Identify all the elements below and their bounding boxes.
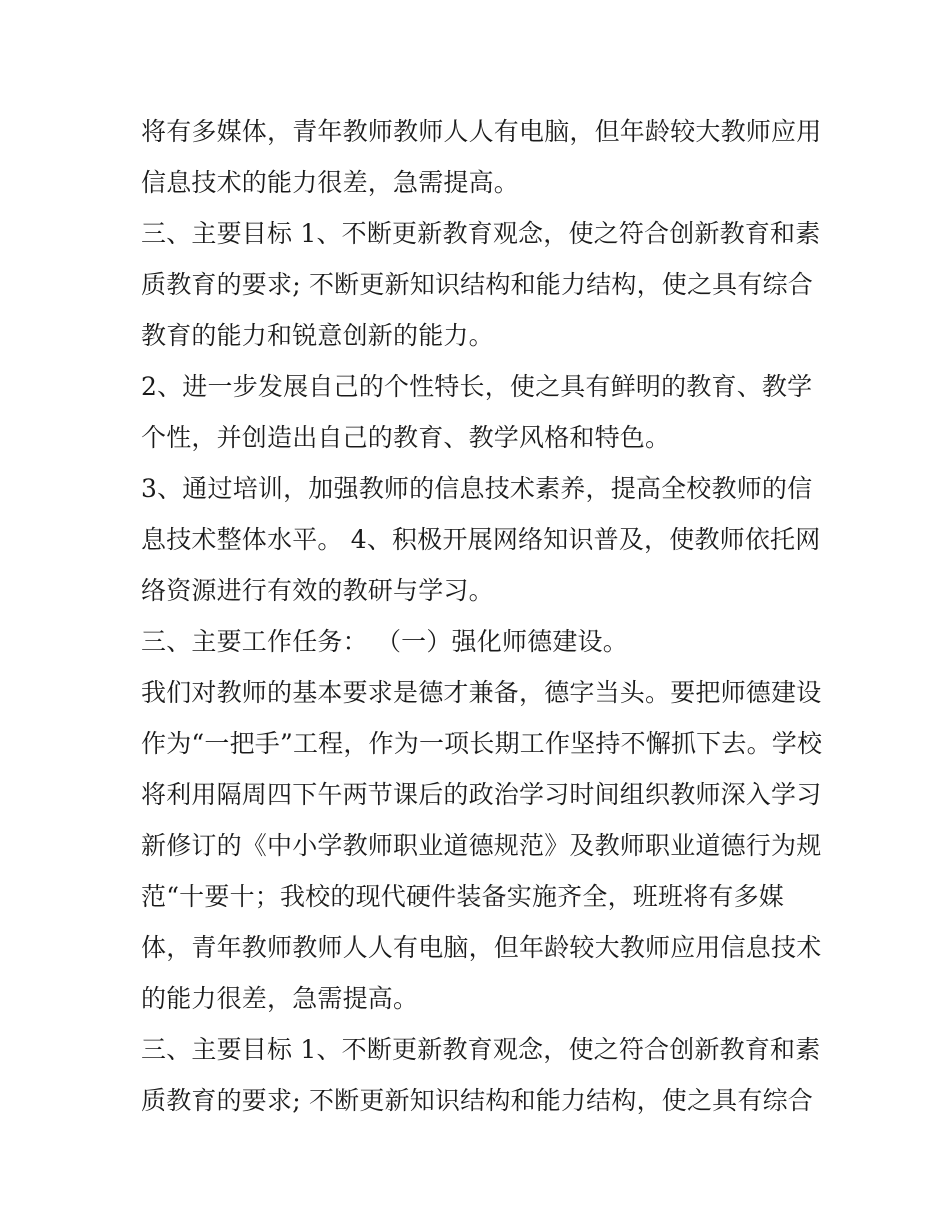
text-line: 教育的能力和锐意创新的能力。 [141, 321, 494, 350]
document-body [141, 106, 821, 1126]
text-line: 三、主要工作任务： （一）强化师德建设。 [141, 627, 628, 656]
text-line: 络资源进行有效的教研与学习。 [141, 576, 494, 605]
text-line: 将利用隔周四下午两节课后的政治学习时间组织教师深入学习 [141, 780, 822, 809]
text-line: 质教育的要求; 不断更新知识结构和能力结构，使之具有综合 [141, 270, 813, 299]
text-line: 个性，并创造出自己的教育、教学风格和特色。 [141, 423, 671, 452]
text-line: 体，青年教师教师人人有电脑，但年龄较大教师应用信息技术 [141, 933, 822, 962]
text-line: 2、进一步发展自己的个性特长，使之具有鲜明的教育、教学 [141, 372, 813, 401]
text-line: 我们对教师的基本要求是德才兼备，德字当头。要把师德建设 [141, 678, 822, 707]
text-line: 信息技术的能力很差，急需提高。 [141, 168, 520, 197]
text-line: 将有多媒体，青年教师教师人人有电脑，但年龄较大教师应用 [141, 117, 822, 146]
text-line: 范“十要十；我校的现代硬件装备实施齐全，班班将有多媒 [141, 882, 784, 911]
text-line: 3、通过培训，加强教师的信息技术素养，提高全校教师的信 [141, 474, 813, 503]
text-line: 三、主要目标 1、不断更新教育观念，使之符合创新教育和素 [141, 219, 821, 248]
text-line: 作为“一把手”工程，作为一项长期工作坚持不懈抓下去。学校 [141, 729, 823, 758]
text-line: 三、主要目标 1、不断更新教育观念，使之符合创新教育和素 [141, 1035, 821, 1064]
text-line: 的能力很差，急需提高。 [141, 984, 419, 1013]
text-line: 息技术整体水平。 4、积极开展网络知识普及，使教师依托网 [141, 525, 821, 554]
text-line: 新修订的《中小学教师职业道德规范》及教师职业道德行为规 [141, 831, 822, 860]
text-line: 质教育的要求; 不断更新知识结构和能力结构，使之具有综合 [141, 1086, 813, 1115]
